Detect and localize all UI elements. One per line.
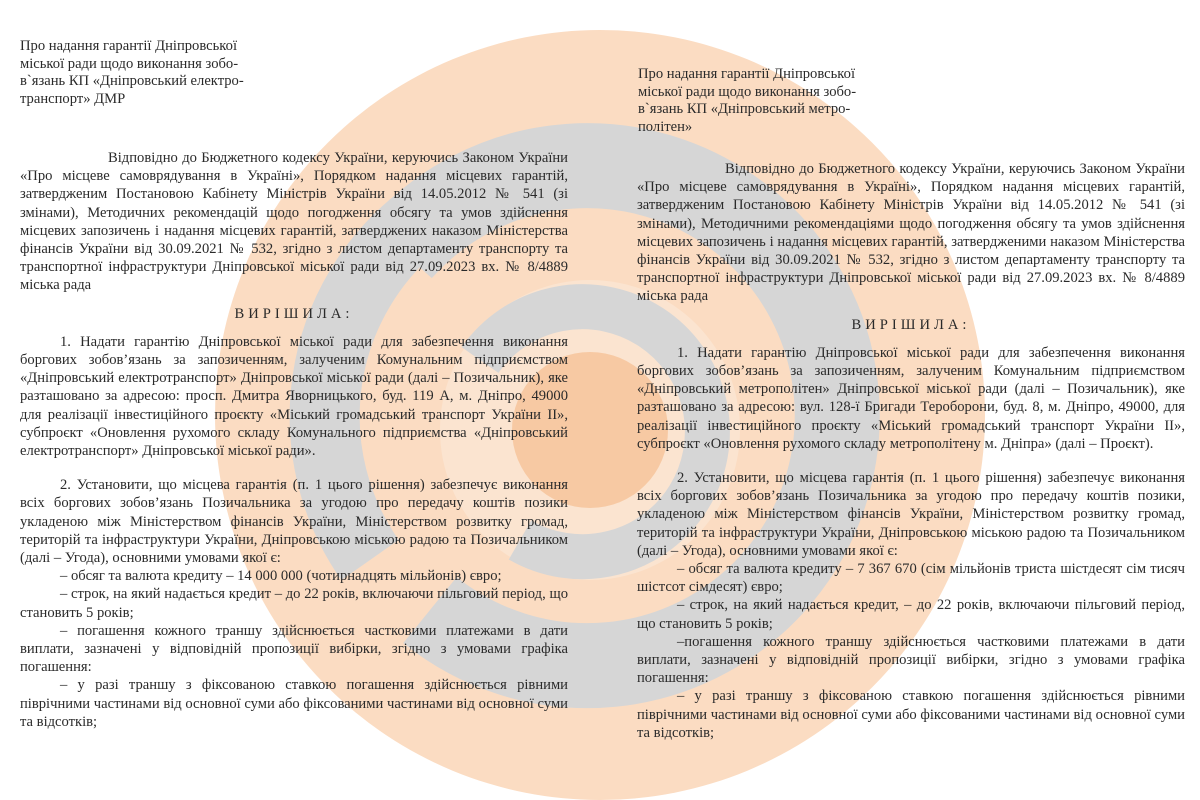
right-bullet: – строк, на який надається кредит, – до 22 років, включаючи пільговий період, що становить 5 років; xyxy=(637,597,1185,632)
right-preamble: Відповідно до Бюджетного кодексу України, керуючись Законом України «Про місцеве самоврядування в Україні», Порядком надання місцевих гарантій, затвердженим Постановою Кабінету Міністрів України від 14.05.2012 № 541 (зі змінами), Методичними рекомендаціями щодо погодження обсягу та умов здійснення місцевих запозичень і надання місцевих гарантій, затвердженими наказом Міністерства фінансів України від 30.09.2021 № 532, згідно з листом департаменту транспорту та транспортної інфраструктури Дніпровської міської ради від 27.09.2023 вх. № 8/4889 міська рада xyxy=(637,161,1185,305)
left-resolved-heading: ВИРІШИЛА: xyxy=(234,305,354,322)
right-resolved-heading: ВИРІШИЛА: xyxy=(851,316,971,333)
left-bullet: – погашення кожного траншу здійснюється частковими платежами в дати виплати, зазначені у відповідній пропозиції вибірки, згідно з умовами графіка погашення: xyxy=(20,622,568,676)
left-heading: Про надання гарантії Дніпровської міської ради щодо виконання зобо- в`язань КП «Дніпровський електро- транспорт» ДМР xyxy=(20,38,244,107)
right-bullet: – у разі траншу з фіксованою ставкою погашення здійснюється рівними піврічними частинами від основної суми або фіксованими частинами від основної суми та відсотків; xyxy=(637,688,1185,741)
left-bullet: – строк, на який надається кредит – до 22 років, включаючи пільговий період, що становить 5 років; xyxy=(20,586,568,621)
right-item-1: 1. Надати гарантію Дніпровської міської ради для забезпечення виконання боргових зобов’язань за запозиченням, залученим Комунальним підприємством «Дніпровський метрополітен» Дніпровської міської ради (далі – Позичальник), яке разташовано за адресою: вул. 128-ї Бригади Тероборони, буд. 8, м. Дніпро, 49000, для реалізації інвестиційного проєкту «Міський громадський транспорт України ІІ», субпроєкт «Оновлення рухомого складу метрополітену м. Дніпра» (далі – Проєкт). xyxy=(637,344,1185,452)
left-bullet: – обсяг та валюта кредиту – 14 000 000 (чотирнадцять мільйонів) євро; xyxy=(60,568,502,585)
left-bullet: – у разі траншу з фіксованою ставкою погашення здійснюється рівними піврічними частинами від основної суми або фіксованими частинами від основної суми та відсотків; xyxy=(20,677,568,730)
right-bullet: – обсяг та валюта кредиту – 7 367 670 (сім мільйонів триста шістдесят сім тисяч шістсот сімдесят) євро; xyxy=(637,561,1185,596)
left-preamble: Відповідно до Бюджетного кодексу України, керуючись Законом України «Про місцеве самоврядування в Україні», Порядком надання місцевих гарантій, затвердженим Постановою Кабінету Міністрів України від 14.05.2012 № 541 (зі змінами), Методичних рекомендацій щодо погодження обсягу та умов здійснення місцевих запозичень і надання місцевих гарантій, затверджених наказом Міністерства фінансів України від 30.09.2021 № 532, згідно з листом департаменту транспорту та транспортної інфраструктури Дніпровської міської ради від 27.09.2023 вх. № 8/4889 міська рада xyxy=(20,150,568,294)
left-item-1: 1. Надати гарантію Дніпровської міської ради для забезпечення виконання боргових зобов’язань за запозиченням, залученим Комунальним підприємством «Дніпровський електротранспорт» Дніпровської міської ради (далі – Позичальник), яке разташовано за адресою: просп. Дмитра Яворницького, буд. 119 А, м. Дніпро, 49000 для реалізації інвестиційного проєкту «Міський громадський транспорт України ІІ», субпроєкт «Оновлення рухомого складу Комунального підприємства «Дніпровський електротранспорт» Дніпровської міської ради». xyxy=(20,333,568,460)
left-item-2: 2. Установити, що місцева гарантія (п. 1 цього рішення) забезпечує виконання всіх боргових зобов’язань Позичальника за угодою про передачу коштів позики укладеною між Міністерством фінансів України, Міністерством розвитку громад, територій та інфраструктури України, Дніпровською міською радою та Позичальником (далі – Угода), основними умовами якої є: xyxy=(20,477,568,567)
right-bullet: –погашення кожного траншу здійснюється частковими платежами в дати виплати, зазначені у відповідній пропозиції вибірки, згідно з умовами графіка погашення: xyxy=(637,633,1185,687)
right-heading: Про надання гарантії Дніпровської міської ради щодо виконання зобо- в`язань КП «Дніпровський метро- політен» xyxy=(638,66,857,135)
left-body xyxy=(20,149,568,731)
right-item-2: 2. Установити, що місцева гарантія (п. 1 цього рішення) забезпечує виконання всіх боргових зобов’язань Позичальника за угодою про передачу коштів позики, укладеною між Міністерством фінансів України, Міністерством розвитку громад, територій та інфраструктури України, Дніпровською міською радою та Позичальником (далі – Угода), основними умовами якої є: xyxy=(637,470,1185,559)
right-body xyxy=(637,160,1185,742)
